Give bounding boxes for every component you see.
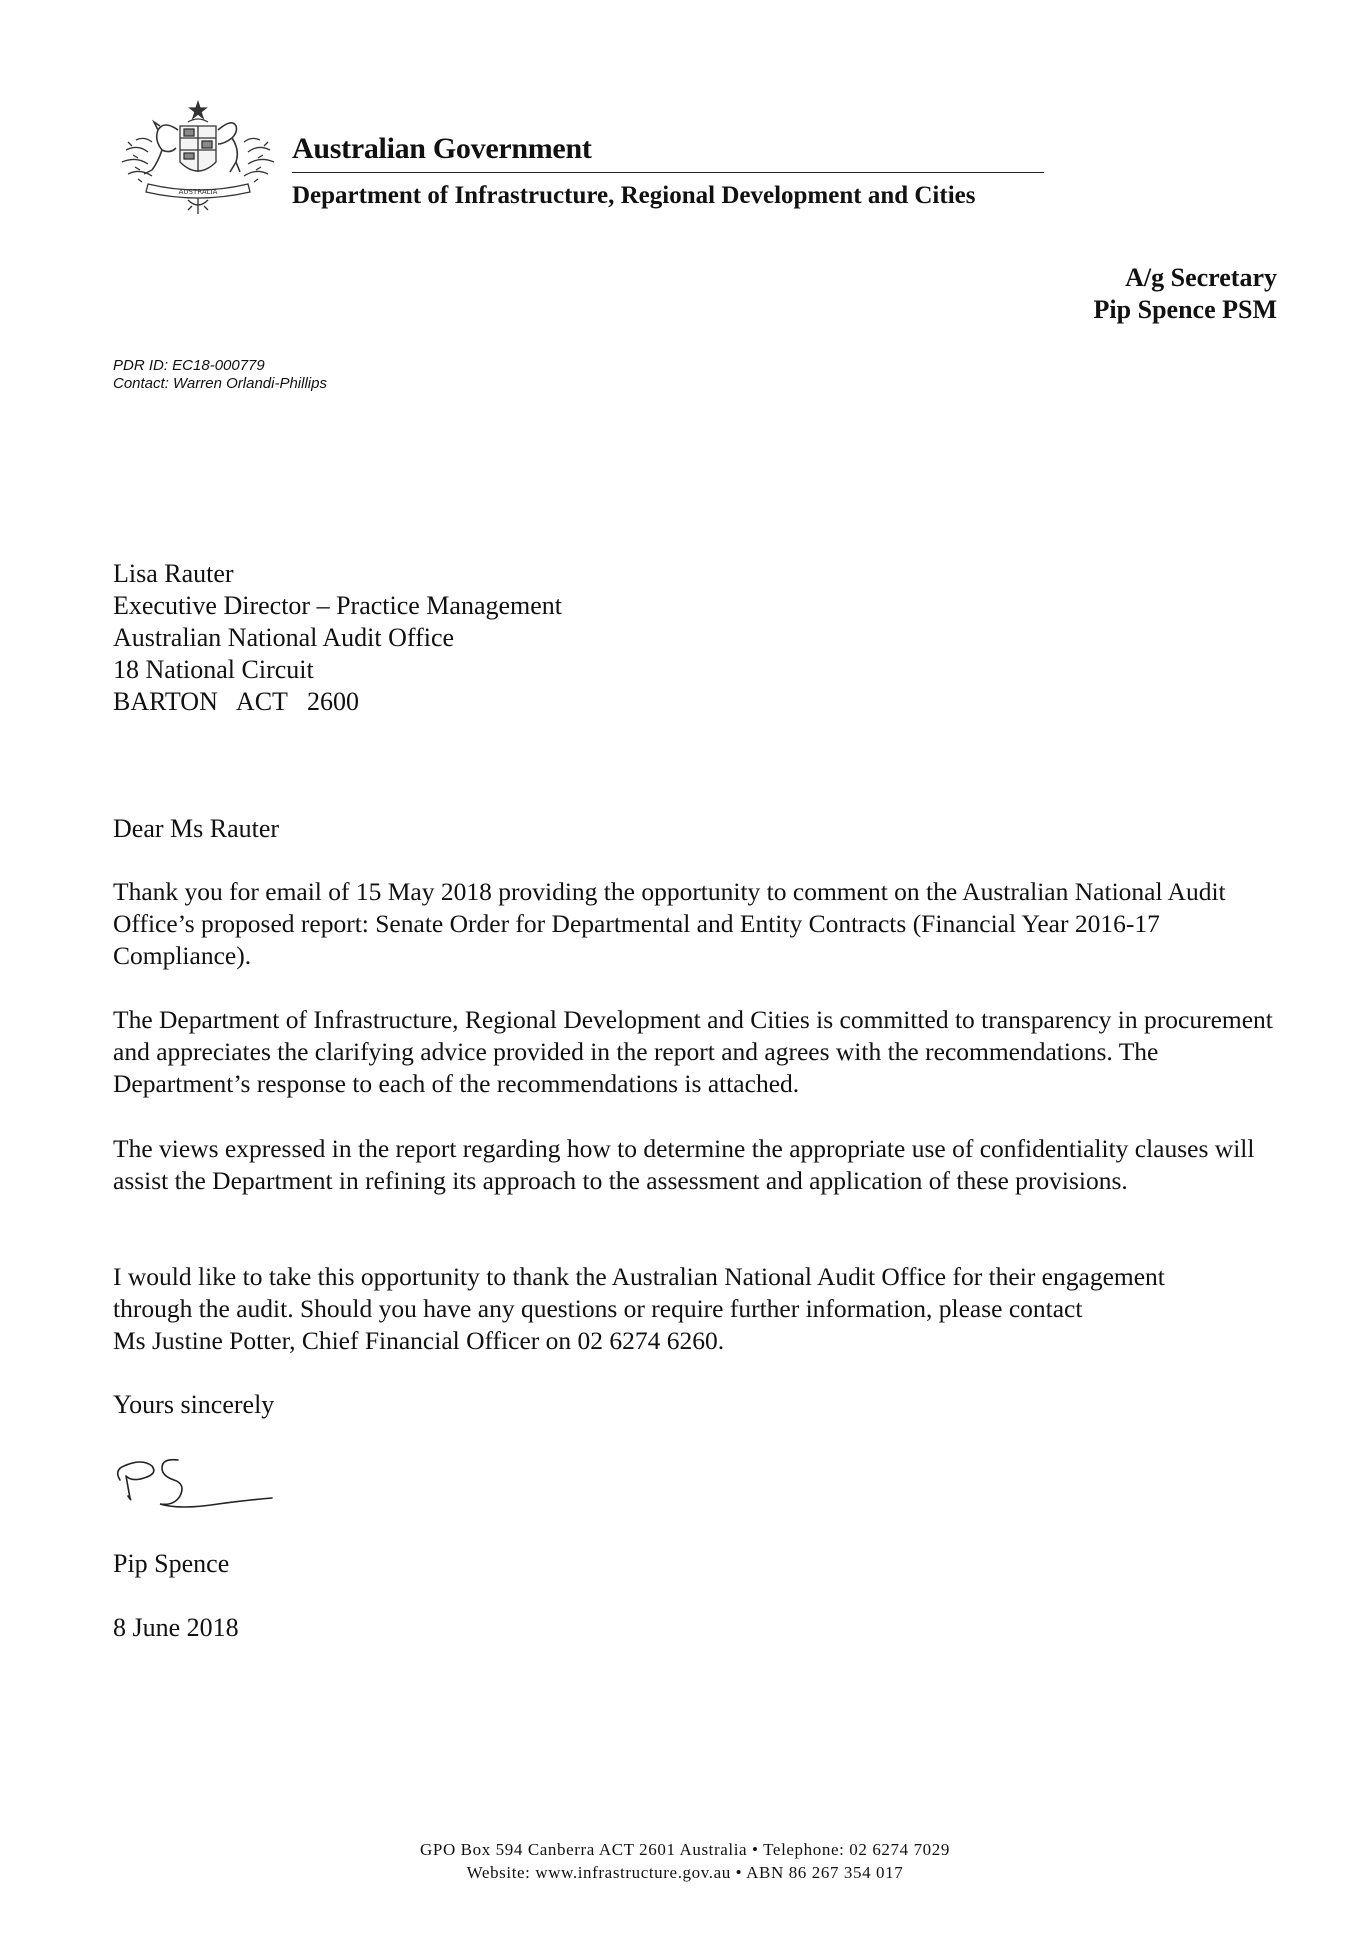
recipient-name: Lisa Rauter: [113, 559, 234, 588]
coat-of-arms-logo: [118, 100, 278, 218]
contact-line: Contact: Warren Orlandi-Phillips: [113, 375, 327, 392]
body-paragraph-1: Thank you for email of 15 May 2018 providing the opportunity to comment on the Australian National Audit Office’s proposed report: Senate Order for Departmental and Entity Contracts (Financial Year 2016-17 Compliance).: [113, 877, 1226, 970]
signed-name: Pip Spence: [113, 1549, 230, 1578]
body-paragraph-2: The Department of Infrastructure, Regional Development and Cities is committed to transparency in procurement and appreciates the clarifying advice provided in the report and agrees with the recommendations. The Department’s response to each of the recommendations is attached.: [113, 1005, 1273, 1098]
letter-date: 8 June 2018: [113, 1613, 239, 1642]
footer-website: Website: www.infrastructure.gov.au • ABN 86 267 354 017: [466, 1863, 904, 1882]
paragraph-4-line-2: through the audit. Should you have any questions or require further information, please contact: [113, 1294, 1083, 1323]
crest-scroll-text: AUSTRALIA: [178, 188, 218, 196]
government-name: Australian Government: [292, 132, 592, 165]
pdr-id: PDR ID: EC18-000779: [113, 357, 265, 374]
footer: [0, 1838, 1370, 1884]
recipient-position: Executive Director – Practice Management: [113, 591, 563, 620]
header-divider: [292, 172, 1044, 173]
body-paragraph-3: The views expressed in the report regarding how to determine the appropriate use of confidentiality clauses will assist the Department in refining its approach to the assessment and application of these provisions.: [113, 1134, 1255, 1195]
paragraph-4-line-1: I would like to take this opportunity to thank the Australian National Audit Office for their engagement: [113, 1262, 1165, 1291]
footer-address: GPO Box 594 Canberra ACT 2601 Australia • Telephone: 02 6274 7029: [420, 1840, 950, 1859]
reference-block: [113, 357, 327, 393]
signatory-name: Pip Spence PSM: [1093, 295, 1277, 324]
closing: Yours sincerely: [113, 1390, 275, 1419]
paragraph-4-line-3: Ms Justine Potter, Chief Financial Officer on 02 6274 6260.: [113, 1326, 725, 1355]
handwritten-signature: [108, 1440, 278, 1530]
signatory-title: A/g Secretary: [1125, 263, 1277, 292]
recipient-organisation: Australian National Audit Office: [113, 623, 455, 652]
salutation: Dear Ms Rauter: [113, 814, 280, 843]
recipient-locality: BARTON ACT 2600: [113, 687, 359, 716]
body-paragraph-4: [113, 1261, 1273, 1357]
department-name: Department of Infrastructure, Regional Development and Cities: [292, 182, 976, 209]
recipient-street: 18 National Circuit: [113, 655, 314, 684]
recipient-address: [113, 558, 562, 718]
signatory-block: [1094, 262, 1277, 326]
